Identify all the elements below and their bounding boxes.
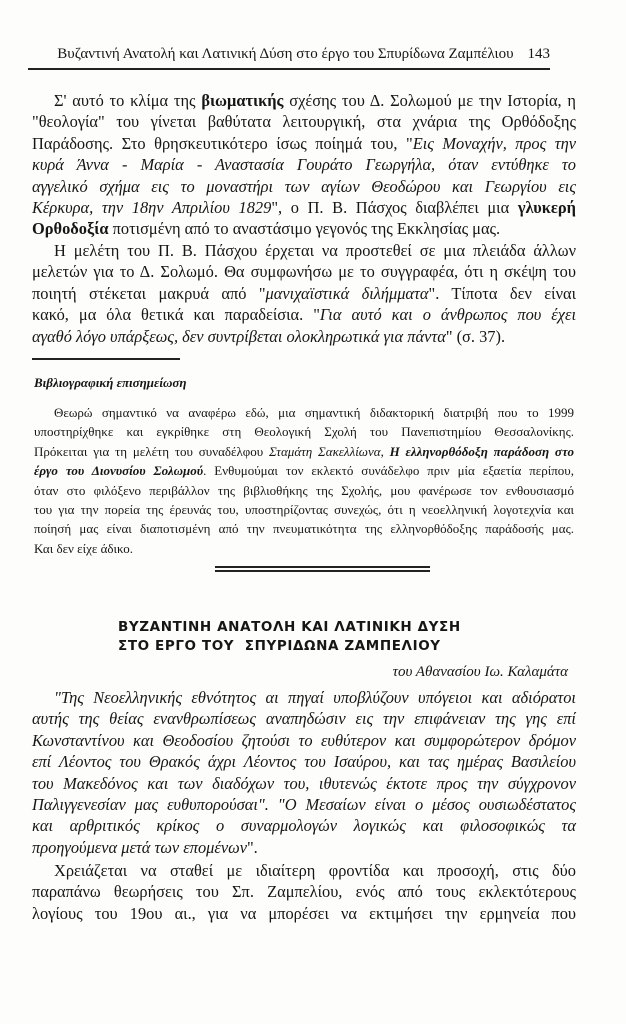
text-line <box>34 403 574 422</box>
text-segment: Εις Μοναχήν, προς την <box>412 133 576 153</box>
text-segment: κυρά Άννα - Μαρία - Αναστασία Γουράτο Γεωργήλα, όταν εντύθηκε το <box>32 155 576 175</box>
text-line <box>32 687 576 708</box>
text-segment: Και δεν είχε άδικο. <box>34 540 134 556</box>
text-line <box>32 304 576 325</box>
text-segment: αγαθό λόγο υπάρξεως, δεν συντρίβεται ολοκληρωτικά για πάντα <box>32 326 446 346</box>
text-line <box>34 422 574 441</box>
text-segment: . Ενθυμούμαι τον εκλεκτό συνάδελφο πριν μία εξαετία περίπου, <box>203 463 574 479</box>
text-line <box>32 708 576 729</box>
text-line <box>32 751 576 772</box>
footnote-heading: Βιβλιογραφική επισημείωση <box>34 375 187 390</box>
text-segment: Η μελέτη του Π. Β. Πάσχου έρχεται να προστεθεί σε μια πλειάδα άλλων <box>54 241 576 260</box>
text-line <box>32 90 576 111</box>
text-segment: του Μακεδόνος και των διαδόχων του, ιθυτενώς έκτοτε προς την σύγχρονον <box>32 773 576 793</box>
paragraph-paschos-study <box>32 240 576 347</box>
text-line <box>32 837 576 858</box>
page-number: 143 <box>527 46 550 62</box>
text-segment: Κωνσταντίνου και Θεοδοσίου ζητούσι το ευθύτερον και συμφορώτερον δρόμον <box>32 730 576 750</box>
running-header <box>30 46 550 63</box>
paragraph-solomos-theology <box>32 90 576 240</box>
text-segment: υποστηρίχθηκε και εγκρίθηκε στη Θεολογική Σχολή του Πανεπιστημίου Θεσσαλονίκης. <box>34 424 574 440</box>
paragraph-interpretation <box>32 860 576 924</box>
text-segment: Πρόκειται για τη μελέτη του συναδέλφου <box>34 443 270 459</box>
text-segment: ποιητή στέκεται μακρυά από " <box>32 283 266 303</box>
text-segment: παραπάνω θεωρήσεις του Σπ. Ζαμπελίου, ενός από τους εκλεκτότερους <box>32 882 576 902</box>
article-author: του Αθανασίου Ιω. Καλαμάτα <box>392 664 568 680</box>
text-segment: γλυκερή <box>517 197 576 217</box>
text-line <box>32 240 576 261</box>
text-line <box>32 815 576 836</box>
text-line <box>32 283 576 304</box>
text-segment: ποίησή μας είναι διαποτισμένη από την πνευματικότητα της ελληνορθόδοξης παράδοσής μας. <box>34 521 574 537</box>
text-segment: προηγούμενα μετά των επομένων <box>32 837 247 857</box>
running-title: Βυζαντινή Ανατολή και Λατινική Δύση στο έργο του Σπυρίδωνα Ζαμπέλιου <box>57 46 514 62</box>
text-segment: Για αυτό και ο άνθρωπος που έχει <box>319 305 576 325</box>
text-line <box>34 442 574 461</box>
text-line <box>34 519 574 538</box>
text-segment: Σταμάτη Σακελλίωνα <box>269 443 381 459</box>
text-segment: λογίους του 19ου αι., για να μπορέσει να εκτιμήσει την ερμηνεία που <box>32 903 576 923</box>
text-line <box>32 326 576 347</box>
text-segment: Σ' αυτό το κλίμα της <box>54 91 202 110</box>
footnote-rule <box>32 358 180 360</box>
text-line <box>32 197 576 218</box>
text-segment: "Της Νεοελληνικής εθνότητος αι πηγαί υποβλύζουν υπόγειοι και αδιόρατοι <box>54 688 576 707</box>
text-line <box>32 154 576 175</box>
text-line <box>32 881 576 902</box>
article-title-line: ΣΤΟ ΕΡΓΟ ΤΟΥ ΣΠΥΡΙΔΩΝΑ ΖΑΜΠΕΛΙΟΥ <box>118 638 441 654</box>
text-segment: έργο του Διονυσίου Σολωμού <box>34 463 204 479</box>
text-line <box>34 500 574 519</box>
text-segment: ". Τίποτα δεν είναι <box>428 283 576 303</box>
text-segment: Παλιγγενεσίαν μας ευθυπορούσαι". "Ο Μεσαίων είναι ο μέσος ουσιωδέστατος <box>32 794 576 814</box>
text-segment: επί Λέοντος του Θρακός άχρι Λέοντος του Ισαύρου, και τας ημέρας Βασιλείου <box>32 752 576 772</box>
text-line <box>34 539 574 558</box>
text-line <box>32 903 576 924</box>
text-line <box>32 218 576 239</box>
text-segment: και αρθριτικός κρίκος ο συναρμολογών λογικώς και φιλοσοφικώς τα <box>32 816 576 836</box>
text-segment: αγγελικό σχήμα εις το μοναστήρι των αγίων Θεοδώρου και Γεωργίου εις <box>32 176 576 196</box>
text-segment: Ορθοδοξία <box>32 219 109 239</box>
text-segment: ", ο Π. Β. Πάσχος διαβλέπει μια <box>271 197 518 217</box>
text-segment: " (σ. 37). <box>445 326 506 346</box>
text-segment: Η ελληνορθόδοξη παράδοση στο <box>389 443 575 459</box>
text-segment: σχέσης του Δ. Σολωμού με την Ιστορία, η <box>283 91 576 110</box>
text-segment: βιωματικής <box>201 91 284 110</box>
text-line <box>32 773 576 794</box>
text-segment: , <box>380 443 390 459</box>
text-line <box>32 261 576 282</box>
text-segment: μανιχαϊστικά διλήμματα <box>265 283 429 303</box>
text-segment: Κέρκυρα, την 18ην Απριλίου 1829 <box>32 197 272 217</box>
epigraph-quote <box>32 687 576 858</box>
text-line <box>32 860 576 881</box>
text-segment: μελετών για το Δ. Σολωμό. Θα συμφωνήσω με το συγγραφέα, ότι η σκέψη του <box>32 262 576 282</box>
text-segment: Χρειάζεται να σταθεί με ιδιαίτερη φροντίδα και προσοχή, στις δύο <box>54 861 576 880</box>
article-title-line: ΒΥΖΑΝΤΙΝΗ ΑΝΑΤΟΛΗ ΚΑΙ ΛΑΤΙΝΙΚΗ ΔΥΣΗ <box>118 619 461 635</box>
text-line <box>32 111 576 132</box>
text-line <box>34 461 574 480</box>
text-line <box>32 730 576 751</box>
section-divider <box>215 570 430 572</box>
text-line <box>32 794 576 815</box>
text-segment: Παράδοσης. Στο θρησκευτικότερο ίσως ποίημά του, " <box>32 133 413 153</box>
text-segment: αυτής της θείας ενανθρωπίσεως αναπηδώσιν εις την επιφάνειαν της γης επί <box>32 709 576 729</box>
article-title <box>118 618 461 656</box>
text-line <box>32 176 576 197</box>
text-segment: όταν στο φιλόξενο περιβάλλον της βιβλιοθήκης της Σχολής, μου φανέρωσε τον ενθουσιασμό <box>34 482 574 498</box>
text-segment: Θεωρώ σημαντικό να αναφέρω εδώ, μια σημαντική διδακτορική διατριβή που το 1999 <box>54 405 574 420</box>
text-segment: κακό, μα όλα θετικά και παραδείσια. " <box>32 305 320 325</box>
text-segment: "θεολογία" του γίνεται βαθύτατα λειτουργική, στα χνάρια της Ορθόδοξης <box>32 112 576 132</box>
text-segment: ". <box>246 837 258 857</box>
text-segment: ποτισμένη από το αναστάσιμο γεγονός της Εκκλησίας μας. <box>108 219 501 239</box>
footnote-text <box>34 403 574 558</box>
text-line <box>34 481 574 500</box>
text-line <box>32 133 576 154</box>
text-segment: του για την πορεία της έρευνάς του, υποστηρίζοντας συνεχώς, ότι η νεοελληνική λογοτεχνία και <box>34 501 574 517</box>
header-rule <box>28 68 550 70</box>
section-divider <box>215 566 430 568</box>
